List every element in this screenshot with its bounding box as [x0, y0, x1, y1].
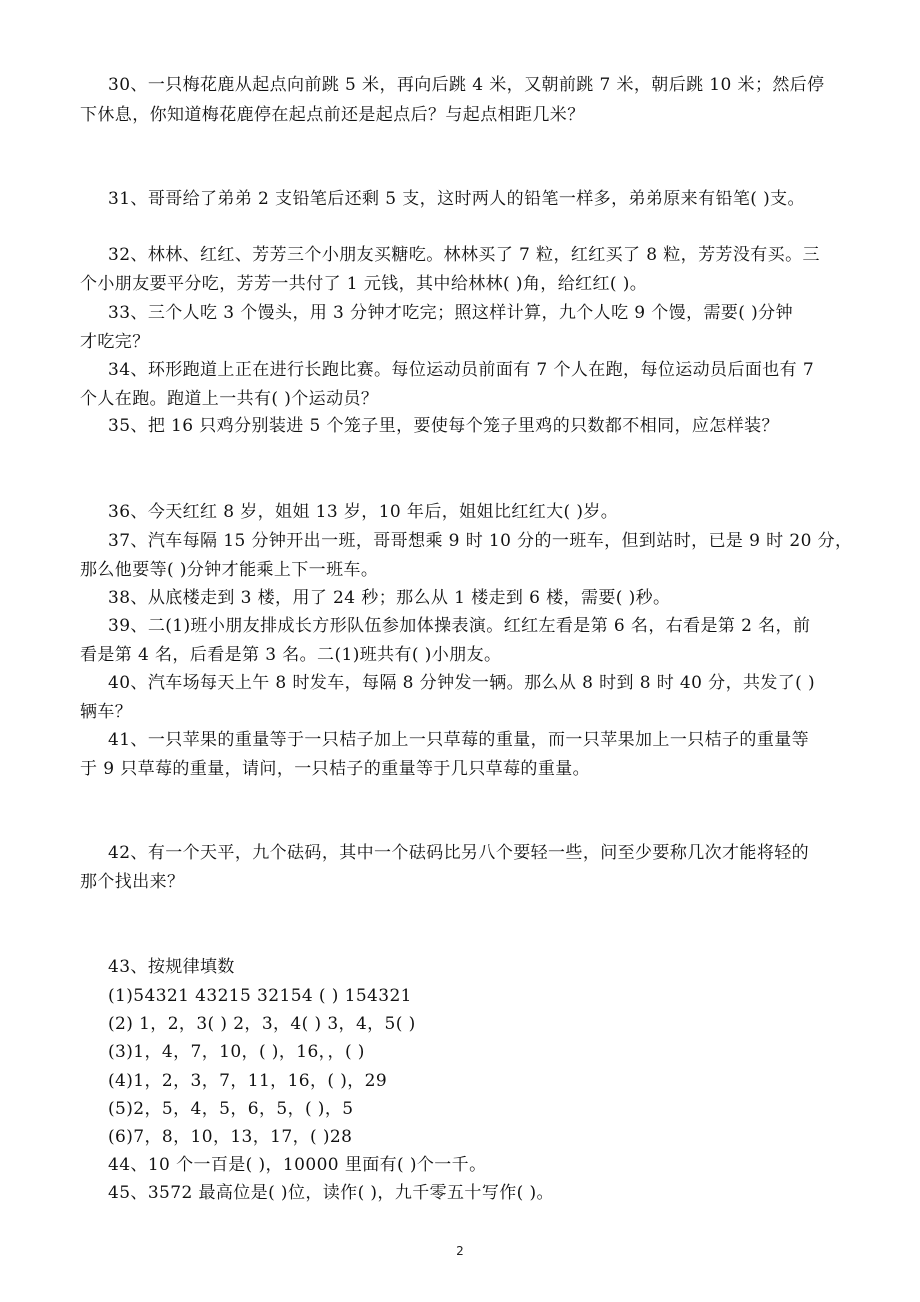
question-34-line-1: 34、环形跑道上正在进行长跑比赛。每位运动员前面有 7 个人在跑，每位运动员后面也有 7 [108, 360, 815, 380]
question-44: 44、10 个一百是( )，10000 里面有( )个一千。 [108, 1155, 487, 1175]
question-35: 35、把 16 只鸡分别装进 5 个笼子里，要使每个笼子里鸡的只数都不相同，应怎样装？ [108, 416, 779, 436]
question-39-line-2: 看是第 4 名，后看是第 3 名。二(1)班共有( )小朋友。 [80, 645, 502, 665]
question-42-line-1: 42、有一个天平，九个砝码，其中一个砝码比另八个要轻一些，问至少要称几次才能将轻的 [108, 843, 810, 863]
question-39-line-1: 39、二(1)班小朋友排成长方形队伍参加体操表演。红红左看是第 6 名，右看是第 2 名，前 [108, 616, 811, 636]
question-41-line-1: 41、一只苹果的重量等于一只桔子加上一只草莓的重量，而一只苹果加上一只桔子的重量等 [108, 730, 810, 750]
question-33-line-2: 才吃完？ [80, 332, 150, 352]
question-42-line-2: 那个找出来？ [80, 872, 185, 892]
page-number: 2 [456, 1244, 464, 1258]
sequence-item-5: (5)2，5，4，5，6，5，( )，5 [108, 1099, 354, 1119]
sequence-item-6: (6)7，8，10，13，17，( )28 [108, 1127, 353, 1147]
question-36: 36、今天红红 8 岁，姐姐 13 岁，10 年后，姐姐比红红大( )岁。 [108, 502, 619, 522]
question-45: 45、3572 最高位是( )位，读作( )，九千零五十写作( )。 [108, 1183, 554, 1203]
question-34-line-2: 个人在跑。跑道上一共有( )个运动员？ [80, 389, 379, 409]
sequence-item-3: (3)1，4，7，10，( )，16，，( ) [108, 1042, 365, 1062]
sequence-item-4: (4)1，2，3，7，11，16，( )，29 [108, 1071, 388, 1091]
question-41-line-2: 于 9 只草莓的重量，请问，一只桔子的重量等于几只草莓的重量。 [80, 759, 591, 779]
question-38: 38、从底楼走到 3 楼，用了 24 秒；那么从 1 楼走到 6 楼，需要( )秒。 [108, 588, 671, 608]
question-32-line-2: 个小朋友要平分吃，芳芳一共付了 1 元钱，其中给林林( )角，给红红( )。 [80, 274, 648, 294]
question-30-line-1: 30、一只梅花鹿从起点向前跳 5 米，再向后跳 4 米，又朝前跳 7 米，朝后跳 10 米；然后停 [108, 75, 825, 95]
question-40-line-1: 40、汽车场每天上午 8 时发车，每隔 8 分钟发一辆。那么从 8 时到 8 时 40 分，共发了( ) [108, 673, 816, 693]
question-37-line-1: 37、汽车每隔 15 分钟开出一班，哥哥想乘 9 时 10 分的一班车，但到站时，已是 9 时 20 分， [108, 531, 853, 551]
sequence-item-1: (1)54321 43215 32154 ( ) 154321 [108, 986, 412, 1006]
question-30-line-2: 下休息，你知道梅花鹿停在起点前还是起点后？与起点相距几米？ [80, 105, 585, 125]
question-32-line-1: 32、林林、红红、芳芳三个小朋友买糖吃。林林买了 7 粒，红红买了 8 粒，芳芳没有买。三 [108, 245, 820, 265]
question-33-line-1: 33、三个人吃 3 个馒头，用 3 分钟才吃完；照这样计算，九个人吃 9 个馒，需要( )分钟 [108, 303, 793, 323]
question-43-title: 43、按规律填数 [108, 957, 235, 977]
question-40-line-2: 辆车？ [80, 702, 133, 722]
question-37-line-2: 那么他要等( )分钟才能乘上下一班车。 [80, 560, 379, 580]
question-31: 31、哥哥给了弟弟 2 支铅笔后还剩 5 支，这时两人的铅笔一样多，弟弟原来有铅笔( )支。 [108, 189, 805, 209]
sequence-item-2: (2) 1，2，3( ) 2，3，4( ) 3，4，5( ) [108, 1014, 416, 1034]
